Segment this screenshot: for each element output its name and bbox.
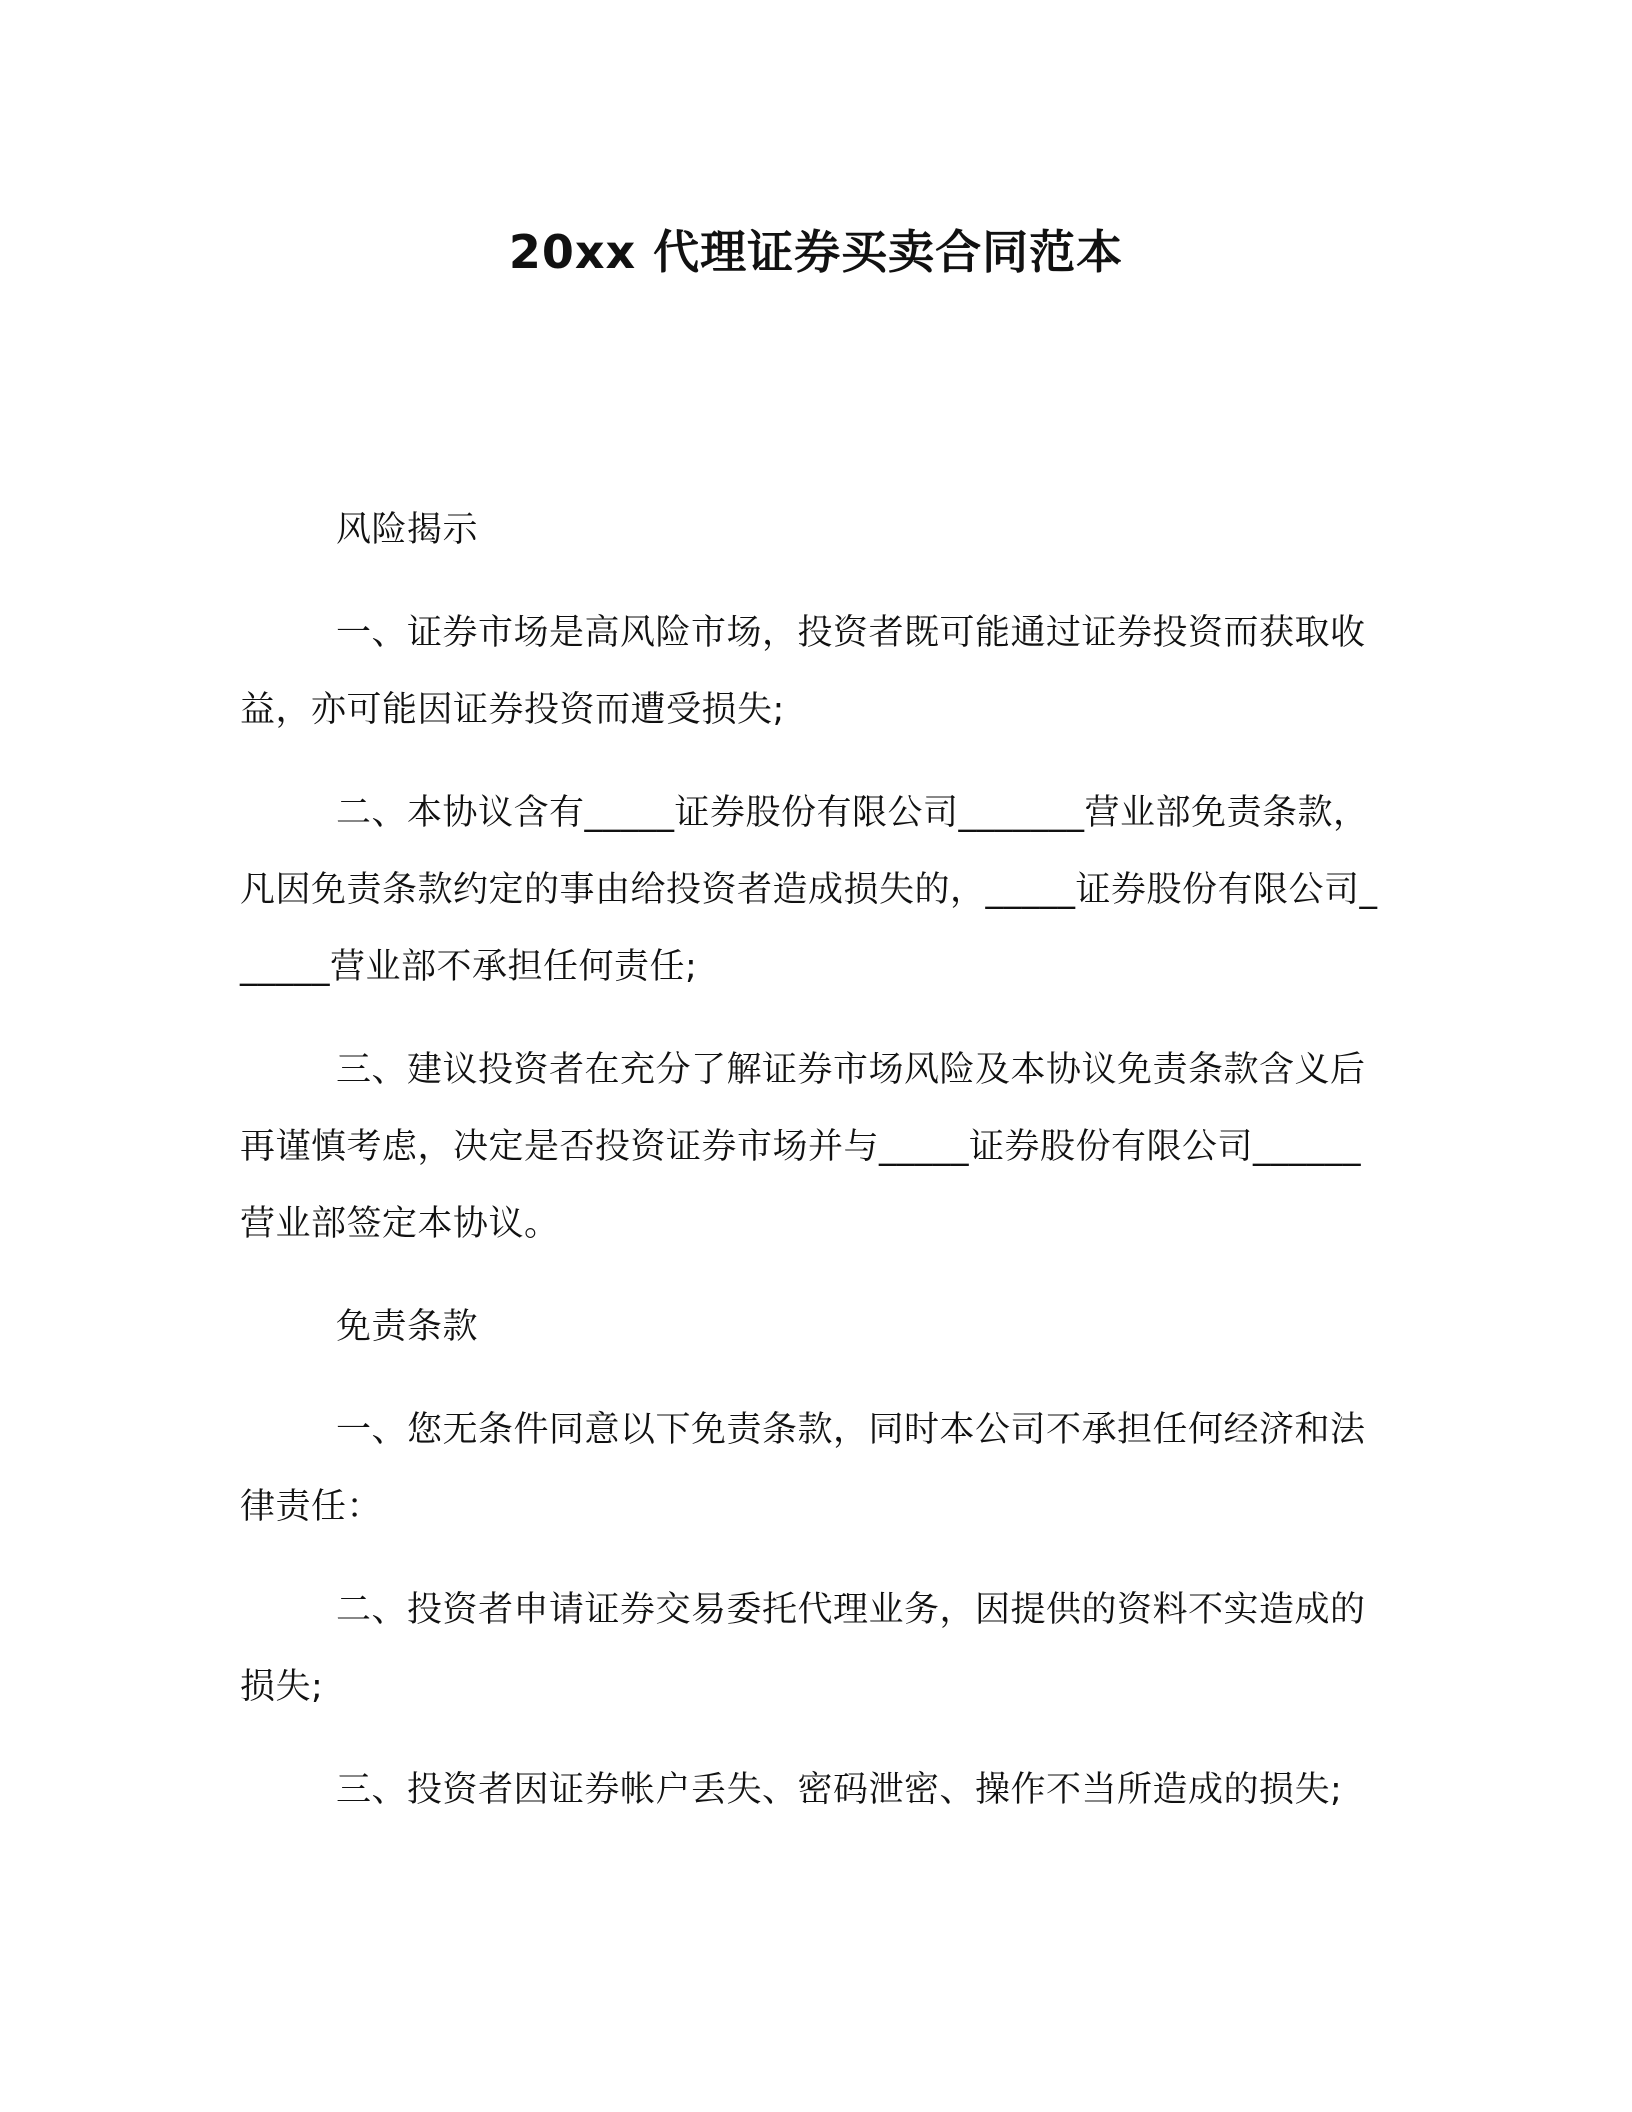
risk-clause-3: 三、建议投资者在充分了解证券市场风险及本协议免责条款含义后再谨慎考虑，决定是否投资证券市场并与_____证券股份有限公司______营业部签定本协议。 xyxy=(240,1050,1366,1244)
document-title: 20xx 代理证券买卖合同范本 xyxy=(508,225,1124,279)
disclaimer-clause-3: 三、投资者因证券帐户丢失、密码泄密、操作不当所造成的损失; xyxy=(336,1770,1343,1810)
risk-clause-1: 一、证券市场是高风险市场，投资者既可能通过证券投资而获取收益，亦可能因证券投资而遭受损失; xyxy=(240,613,1366,730)
document-body xyxy=(240,492,1390,1855)
disclaimer-clause-1: 一、您无条件同意以下免责条款，同时本公司不承担任何经济和法律责任： xyxy=(240,1410,1366,1527)
section-heading-risk: 风险揭示 xyxy=(336,510,479,550)
section-heading-disclaimer: 免责条款 xyxy=(336,1307,479,1347)
disclaimer-clause-2: 二、投资者申请证券交易委托代理业务，因提供的资料不实造成的损失; xyxy=(240,1590,1366,1707)
risk-clause-2: 二、本协议含有_____证券股份有限公司_______营业部免责条款，凡因免责条款约定的事由给投资者造成损失的，_____证券股份有限公司______营业部不承担任何责任; xyxy=(240,793,1378,987)
